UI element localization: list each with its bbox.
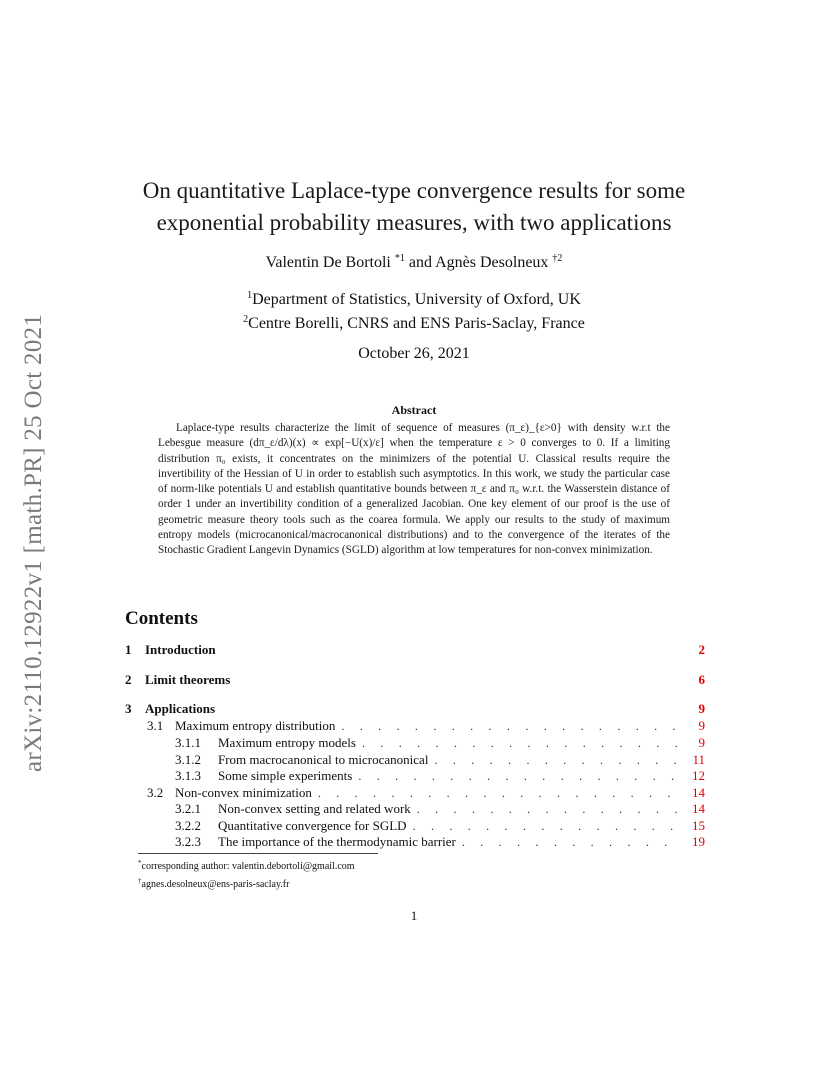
footnote-2 xyxy=(138,874,378,892)
author-1-name: Valentin De Bortoli xyxy=(265,254,391,271)
toc-page-link[interactable]: 11 xyxy=(692,752,705,767)
title-line-2: exponential probability measures, with two applications xyxy=(156,210,672,235)
toc-entry-3-2[interactable] xyxy=(125,785,705,802)
affiliation-1-text: Department of Statistics, University of Oxford, UK xyxy=(252,291,581,308)
toc-entry-3-2-2[interactable] xyxy=(125,818,705,835)
toc-entry-3-2-3[interactable] xyxy=(125,834,705,851)
affiliation-2-mark: 2 xyxy=(243,314,249,325)
toc-label: Limit theorems xyxy=(145,672,231,687)
toc-page-link[interactable]: 9 xyxy=(698,718,705,733)
toc-label: Maximum entropy distribution xyxy=(175,718,336,733)
toc-page-link[interactable]: 9 xyxy=(698,735,705,750)
toc-label: Non-convex minimization xyxy=(175,785,312,800)
paper-title xyxy=(100,175,728,239)
toc-number: 3.1 xyxy=(147,718,164,733)
affiliation-2 xyxy=(100,310,728,334)
abstract-heading: Abstract xyxy=(391,403,437,417)
publication-date: October 26, 2021 xyxy=(358,345,470,362)
toc-entry-3-1-2[interactable] xyxy=(125,752,705,769)
toc-leader xyxy=(413,819,681,834)
title-line-1: On quantitative Laplace-type convergence results for some xyxy=(142,178,686,203)
footnotes xyxy=(138,853,378,892)
toc-label: Some simple experiments xyxy=(218,768,353,783)
toc-number: 2 xyxy=(125,672,132,687)
toc-page-link[interactable]: 6 xyxy=(698,672,705,687)
toc-number: 3.2.2 xyxy=(175,818,201,833)
toc-number: 3.2 xyxy=(147,785,164,800)
toc-number: 1 xyxy=(125,642,132,657)
toc-page-link[interactable]: 19 xyxy=(692,834,705,849)
toc-label: From macrocanonical to microcanonical xyxy=(218,752,429,767)
toc-label: Quantitative convergence for SGLD xyxy=(218,818,407,833)
footnote-2-mark: † xyxy=(138,877,142,885)
toc-entry-3-1[interactable] xyxy=(125,718,705,735)
toc-entry-3-2-1[interactable] xyxy=(125,801,705,818)
toc-number: 3.1.1 xyxy=(175,735,201,750)
toc-label: Applications xyxy=(145,701,216,716)
author-2-mark: †2 xyxy=(552,253,563,264)
toc-number: 3 xyxy=(125,701,132,716)
toc-number: 3.2.3 xyxy=(175,834,201,849)
contents-heading: Contents xyxy=(125,608,198,629)
toc-entry-3-1-1[interactable] xyxy=(125,735,705,752)
toc-number: 3.1.2 xyxy=(175,752,201,767)
toc-leader xyxy=(362,736,681,751)
toc-label: The importance of the thermodynamic barrier xyxy=(218,834,456,849)
affiliation-2-text: Centre Borelli, CNRS and ENS Paris-Saclay, France xyxy=(248,315,585,332)
arxiv-identifier-stamp[interactable]: arXiv:2110.12922v1 [math.PR] 25 Oct 2021 xyxy=(20,313,47,772)
toc-leader xyxy=(358,769,681,784)
toc-entry-2[interactable] xyxy=(125,672,705,689)
toc-leader xyxy=(318,786,681,801)
footnote-1-mark: * xyxy=(138,859,142,867)
footnote-1 xyxy=(138,856,378,874)
toc-page-link[interactable]: 12 xyxy=(692,768,705,783)
toc-leader xyxy=(434,753,681,768)
footnote-1-text: corresponding author: valentin.debortoli@gmail.com xyxy=(141,861,355,872)
toc-entry-1[interactable] xyxy=(125,642,705,659)
toc-page-link[interactable]: 9 xyxy=(698,701,705,716)
toc-entry-3[interactable] xyxy=(125,701,705,718)
toc-page-link[interactable]: 15 xyxy=(692,818,705,833)
toc-label: Introduction xyxy=(145,642,216,657)
footnote-2-text: agnes.desolneux@ens-paris-saclay.fr xyxy=(141,879,290,890)
page-number: 1 xyxy=(410,908,418,923)
toc-entry-3-1-3[interactable] xyxy=(125,768,705,785)
author-line xyxy=(100,253,728,272)
toc-page-link[interactable]: 14 xyxy=(692,785,705,800)
toc-number: 3.2.1 xyxy=(175,801,201,816)
toc-label: Maximum entropy models xyxy=(218,735,356,750)
toc-page-link[interactable]: 2 xyxy=(698,642,705,657)
toc-leader xyxy=(462,835,681,850)
abstract-body: Laplace-type results characterize the limit of sequence of measures (π_ε)_{ε>0} with density w.r.t the Lebesgue measure (dπ_ε/dλ)(x) ∝ exp[−U(x)/ε] when the temperature ε > 0 converges to 0. If a limiting distribution π₀ exists, it concentrates on the minimizers of the potential U. Classical results require the invertibility of the Hessian of U in order to establish such asymptotics. In this work, we study the particular case of norm-like potentials U and establish quantitative bounds between π_ε and π₀ w.r.t. the Wasserstein distance of order 1 under an invertibility condition of a generalized Jacobian. One key element of our proof is the use of geometric measure theory tools such as the coarea formula. We apply our results to the study of maximum entropy models (microcanonical/macrocanonical distributions) and to the convergence of the iterates of the Stochastic Gradient Langevin Dynamics (SGLD) algorithm at low temperatures for non-convex minimization. xyxy=(158,422,670,557)
author-2-name: Agnès Desolneux xyxy=(435,254,549,271)
toc-page-link[interactable]: 14 xyxy=(692,801,705,816)
toc-label: Non-convex setting and related work xyxy=(218,801,411,816)
author-conjunction: and xyxy=(408,254,432,271)
affiliations xyxy=(100,286,728,334)
affiliation-1 xyxy=(100,286,728,310)
toc-number: 3.1.3 xyxy=(175,768,201,783)
affiliation-1-mark: 1 xyxy=(247,290,253,301)
toc-leader xyxy=(417,802,681,817)
author-1-mark: *1 xyxy=(394,253,405,264)
toc-leader xyxy=(341,719,681,734)
